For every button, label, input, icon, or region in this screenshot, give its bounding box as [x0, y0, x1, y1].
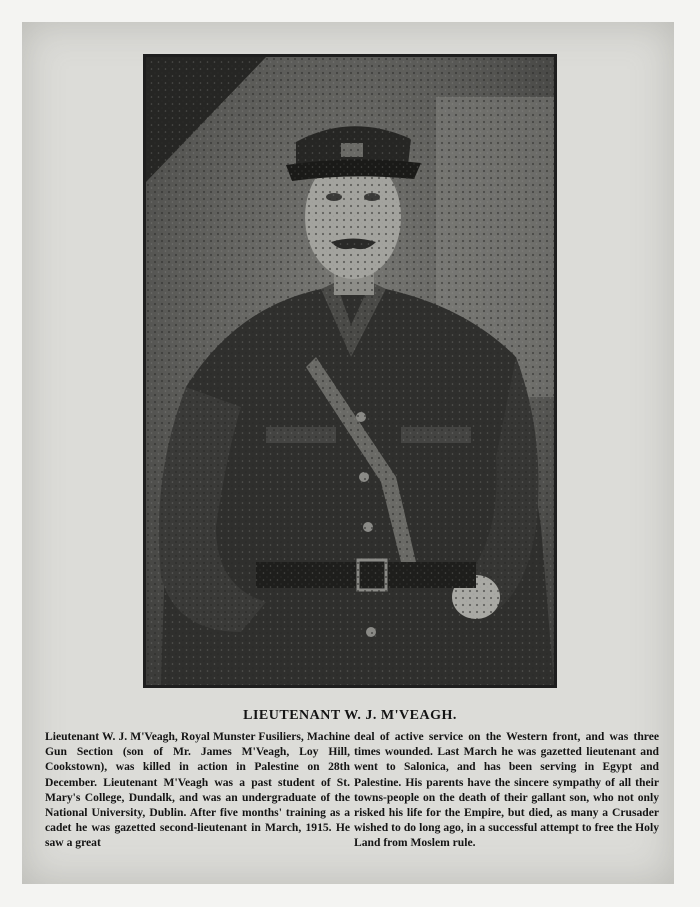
- article-headline: LIEUTENANT W. J. M'VEAGH.: [243, 708, 457, 723]
- article-column-right: deal of active service on the Western front, and was three times wounded. Last March he was gazetted lieutenant and went to Salonica, and has been serving in Egypt and Palestine. His parents have the sincere sympathy of all their towns-people on the death of their gallant son, who not only risked his life for the Empire, but died, as many a Crusader wished to do long ago, in a successful attempt to free the Holy Land from Moslem rule.: [354, 730, 659, 850]
- portrait-image: [146, 57, 554, 685]
- article-body-left: was killed in action in Palestine on 28th December. Lieutenant M'Veagh was a past student of St. Mary's College, Dundalk, and was an undergraduate of the National University, Dublin. After five months' training as a cadet he was gazetted second-lieutenant in March, 1915. He saw a great: [45, 760, 350, 850]
- article-lead-name: Lieutenant W. J. M'Veagh, Royal Munster Fusiliers, Machine Gun Section (son of Mr. James M'Veagh, Loy Hill, Cookstown),: [45, 730, 350, 774]
- portrait-photo: [143, 54, 557, 688]
- article-column-left: [45, 729, 350, 851]
